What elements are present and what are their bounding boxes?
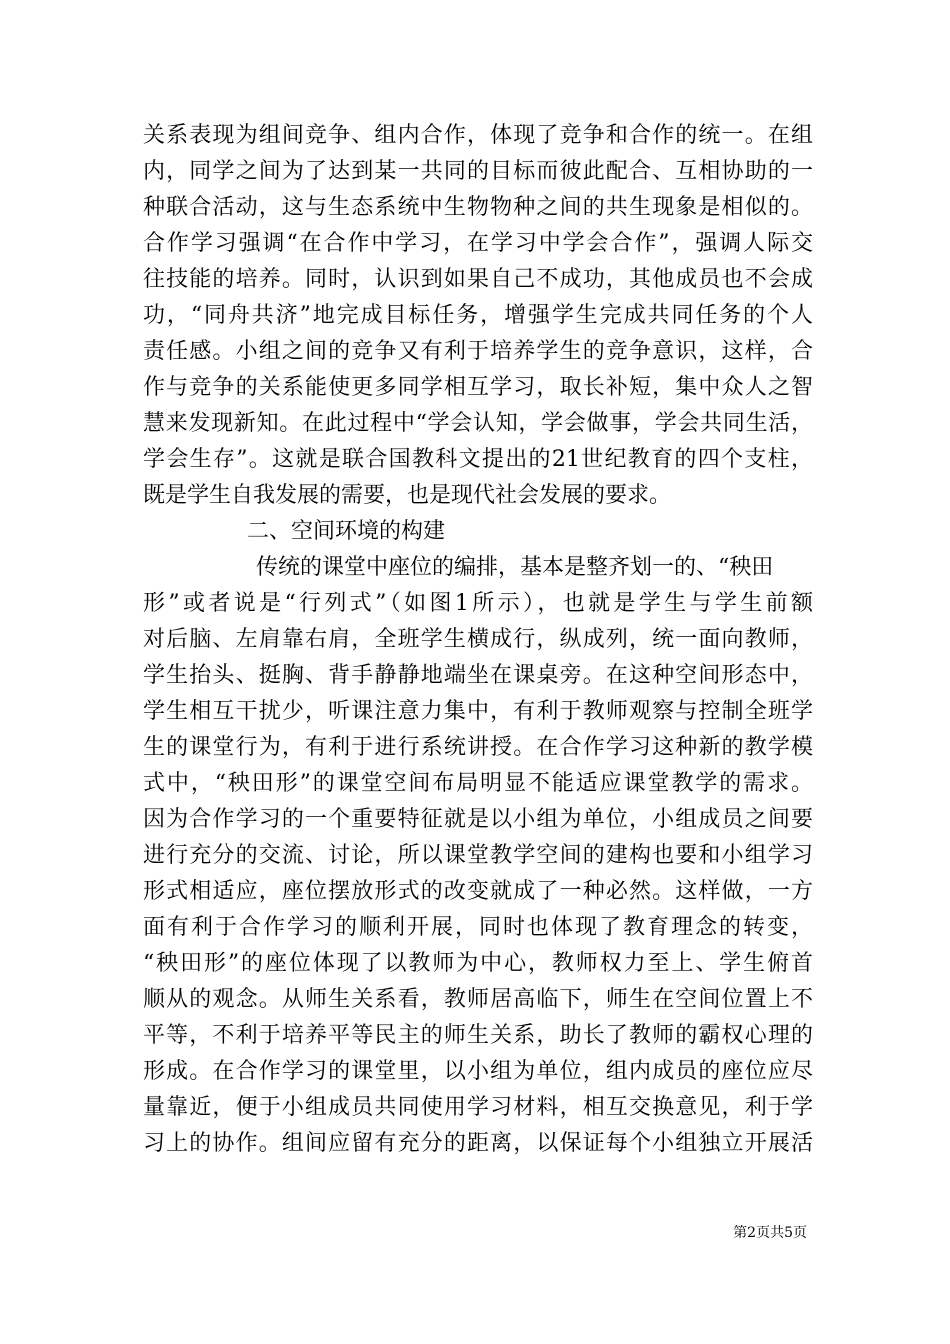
text-line: 传统的课堂中座位的编排，基本是整齐划一的、“秧田	[256, 555, 774, 580]
text-line: 面有利于合作学习的顺利开展，同时也体现了教育理念的转变，	[143, 915, 813, 940]
text-line: 既是学生自我发展的需要，也是现代社会发展的要求。	[143, 483, 672, 508]
text-line: 慧来发现新知。在此过程中“学会认知，学会做事，学会共同生活，	[143, 411, 813, 436]
text-line: 关系表现为组间竞争、组内合作，体现了竞争和合作的统一。在组	[143, 123, 813, 148]
text-line: 种联合活动，这与生态系统中生物物种之间的共生现象是相似的。	[143, 195, 813, 220]
text-line: 功，“同舟共济”地完成目标任务，增强学生完成共同任务的个人	[143, 303, 813, 328]
section-heading: 二、空间环境的构建	[247, 519, 446, 544]
text-line: 学生相互干扰少，听课注意力集中，有利于教师观察与控制全班学	[143, 699, 813, 724]
text-line: 形成。在合作学习的课堂里，以小组为单位，组内成员的座位应尽	[143, 1059, 813, 1084]
page-number: 第2页共5页	[733, 1225, 807, 1241]
document-body	[143, 118, 813, 1162]
text-line: 合作学习强调“在合作中学习，在学习中学会合作”，强调人际交	[143, 231, 813, 256]
text-line: 形”或者说是“行列式”（如图1所示），也就是学生与学生前额	[143, 591, 813, 616]
text-line: 往技能的培养。同时，认识到如果自己不成功，其他成员也不会成	[143, 267, 813, 292]
text-line: 因为合作学习的一个重要特征就是以小组为单位，小组成员之间要	[143, 807, 813, 832]
text-line: “秧田形”的座位体现了以教师为中心，教师权力至上、学生俯首	[143, 951, 813, 976]
text-line: 对后脑、左肩靠右肩，全班学生横成行，纵成列，统一面向教师，	[143, 627, 813, 652]
text-line: 顺从的观念。从师生关系看，教师居高临下，师生在空间位置上不	[143, 987, 813, 1012]
text-line: 进行充分的交流、讨论，所以课堂教学空间的建构也要和小组学习	[143, 843, 813, 868]
text-line: 内，同学之间为了达到某一共同的目标而彼此配合、互相协助的一	[143, 159, 813, 184]
text-line: 生的课堂行为，有利于进行系统讲授。在合作学习这种新的教学模	[143, 735, 813, 760]
text-line: 学会生存”。这就是联合国教科文提出的21世纪教育的四个支柱，	[143, 447, 813, 472]
text-line: 作与竞争的关系能使更多同学相互学习，取长补短，集中众人之智	[143, 375, 813, 400]
text-line: 学生抬头、挺胸、背手静静地端坐在课桌旁。在这种空间形态中，	[143, 663, 813, 688]
text-line: 量靠近，便于小组成员共同使用学习材料，相互交换意见，利于学	[143, 1095, 813, 1120]
text-line: 责任感。小组之间的竞争又有利于培养学生的竞争意识，这样，合	[143, 339, 813, 364]
text-line: 平等，不利于培养平等民主的师生关系，助长了教师的霸权心理的	[143, 1023, 813, 1048]
text-line: 形式相适应，座位摆放形式的改变就成了一种必然。这样做，一方	[143, 879, 813, 904]
text-line: 式中，“秧田形”的课堂空间布局明显不能适应课堂教学的需求。	[143, 771, 813, 796]
text-line: 习上的协作。组间应留有充分的距离，以保证每个小组独立开展活	[143, 1131, 813, 1156]
